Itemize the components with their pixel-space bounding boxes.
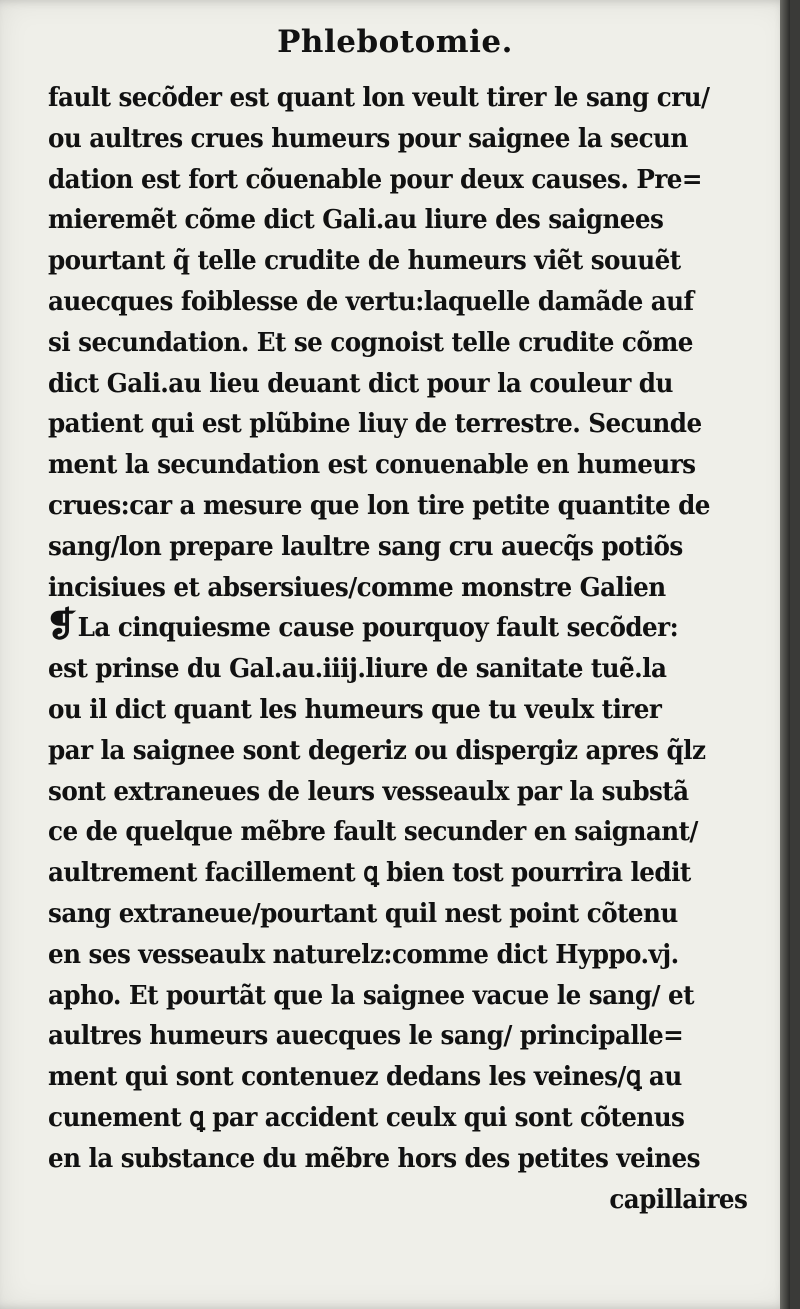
paragraph-start-line: [45, 605, 699, 649]
text-block: [45, 78, 748, 1220]
text-line: est prinse du Gal.au.iiij.liure de sanitate tuẽ.la: [48, 653, 667, 685]
text-line: mieremẽt cõme dict Gali.au liure des saignees: [48, 204, 664, 236]
running-head: Phlebotomie.: [277, 24, 513, 60]
text-line: incisiues et absersiues/comme monstre Galien: [48, 571, 666, 603]
text-line: si secundation. Et se cognoist telle crudite cõme: [48, 326, 693, 358]
text-line: apho. Et pourtãt que la saignee vacue le sang/ et: [48, 979, 694, 1011]
text-line: La cinquiesme cause pourquoy fault secõder:: [77, 612, 679, 644]
pilcrow-icon: ❡: [45, 605, 77, 646]
catchword: capillaires: [609, 1183, 748, 1215]
text-line: patient qui est plũbine liuy de terrestre. Secunde: [48, 408, 702, 440]
text-line: aultres humeurs auecques le sang/ principalle=: [48, 1020, 684, 1052]
text-line: dation est fort cõuenable pour deux causes. Pre=: [48, 163, 702, 195]
text-line: par la saignee sont degeriz ou dispergiz apres q̃lz: [48, 734, 706, 766]
text-line: fault secõder est quant lon veult tirer le sang cru/: [48, 82, 710, 113]
text-line: crues:car a mesure que lon tire petite quantite de: [48, 489, 710, 521]
text-line: sont extraneues de leurs vesseaulx par la substã: [48, 775, 689, 807]
page-edge-shadow: [780, 0, 790, 1309]
text-line: ou il dict quant les humeurs que tu veulx tirer: [48, 693, 662, 725]
text-line: sang/lon prepare laultre sang cru auecq̃s potiõs: [48, 530, 683, 562]
text-line: sang extraneue/pourtant quil nest point cõtenu: [48, 897, 678, 929]
text-line: en ses vesseaulx naturelz:comme dict Hyppo.vj.: [48, 938, 679, 970]
text-line: ment qui sont contenuez dedans les veines/ꝗ au: [48, 1061, 682, 1093]
text-line: ou aultres crues humeurs pour saignee la secun: [48, 122, 688, 154]
text-line: ce de quelque mẽbre fault secunder en saignant/: [48, 816, 698, 848]
text-line: pourtant q̃ telle crudite de humeurs viẽt souuẽt: [48, 245, 681, 277]
text-line: ment la secundation est conuenable en humeurs: [48, 449, 696, 481]
text-line: dict Gali.au lieu deuant dict pour la couleur du: [48, 367, 673, 399]
text-line: aultrement facillement ꝗ bien tost pourrira ledit: [48, 857, 691, 889]
text-line: en la substance du mẽbre hors des petites veines: [48, 1142, 700, 1174]
text-line: auecques foiblesse de vertu:laquelle damãde auf: [48, 285, 694, 317]
text-line: cunement ꝗ par accident ceulx qui sont cõtenus: [48, 1101, 685, 1133]
